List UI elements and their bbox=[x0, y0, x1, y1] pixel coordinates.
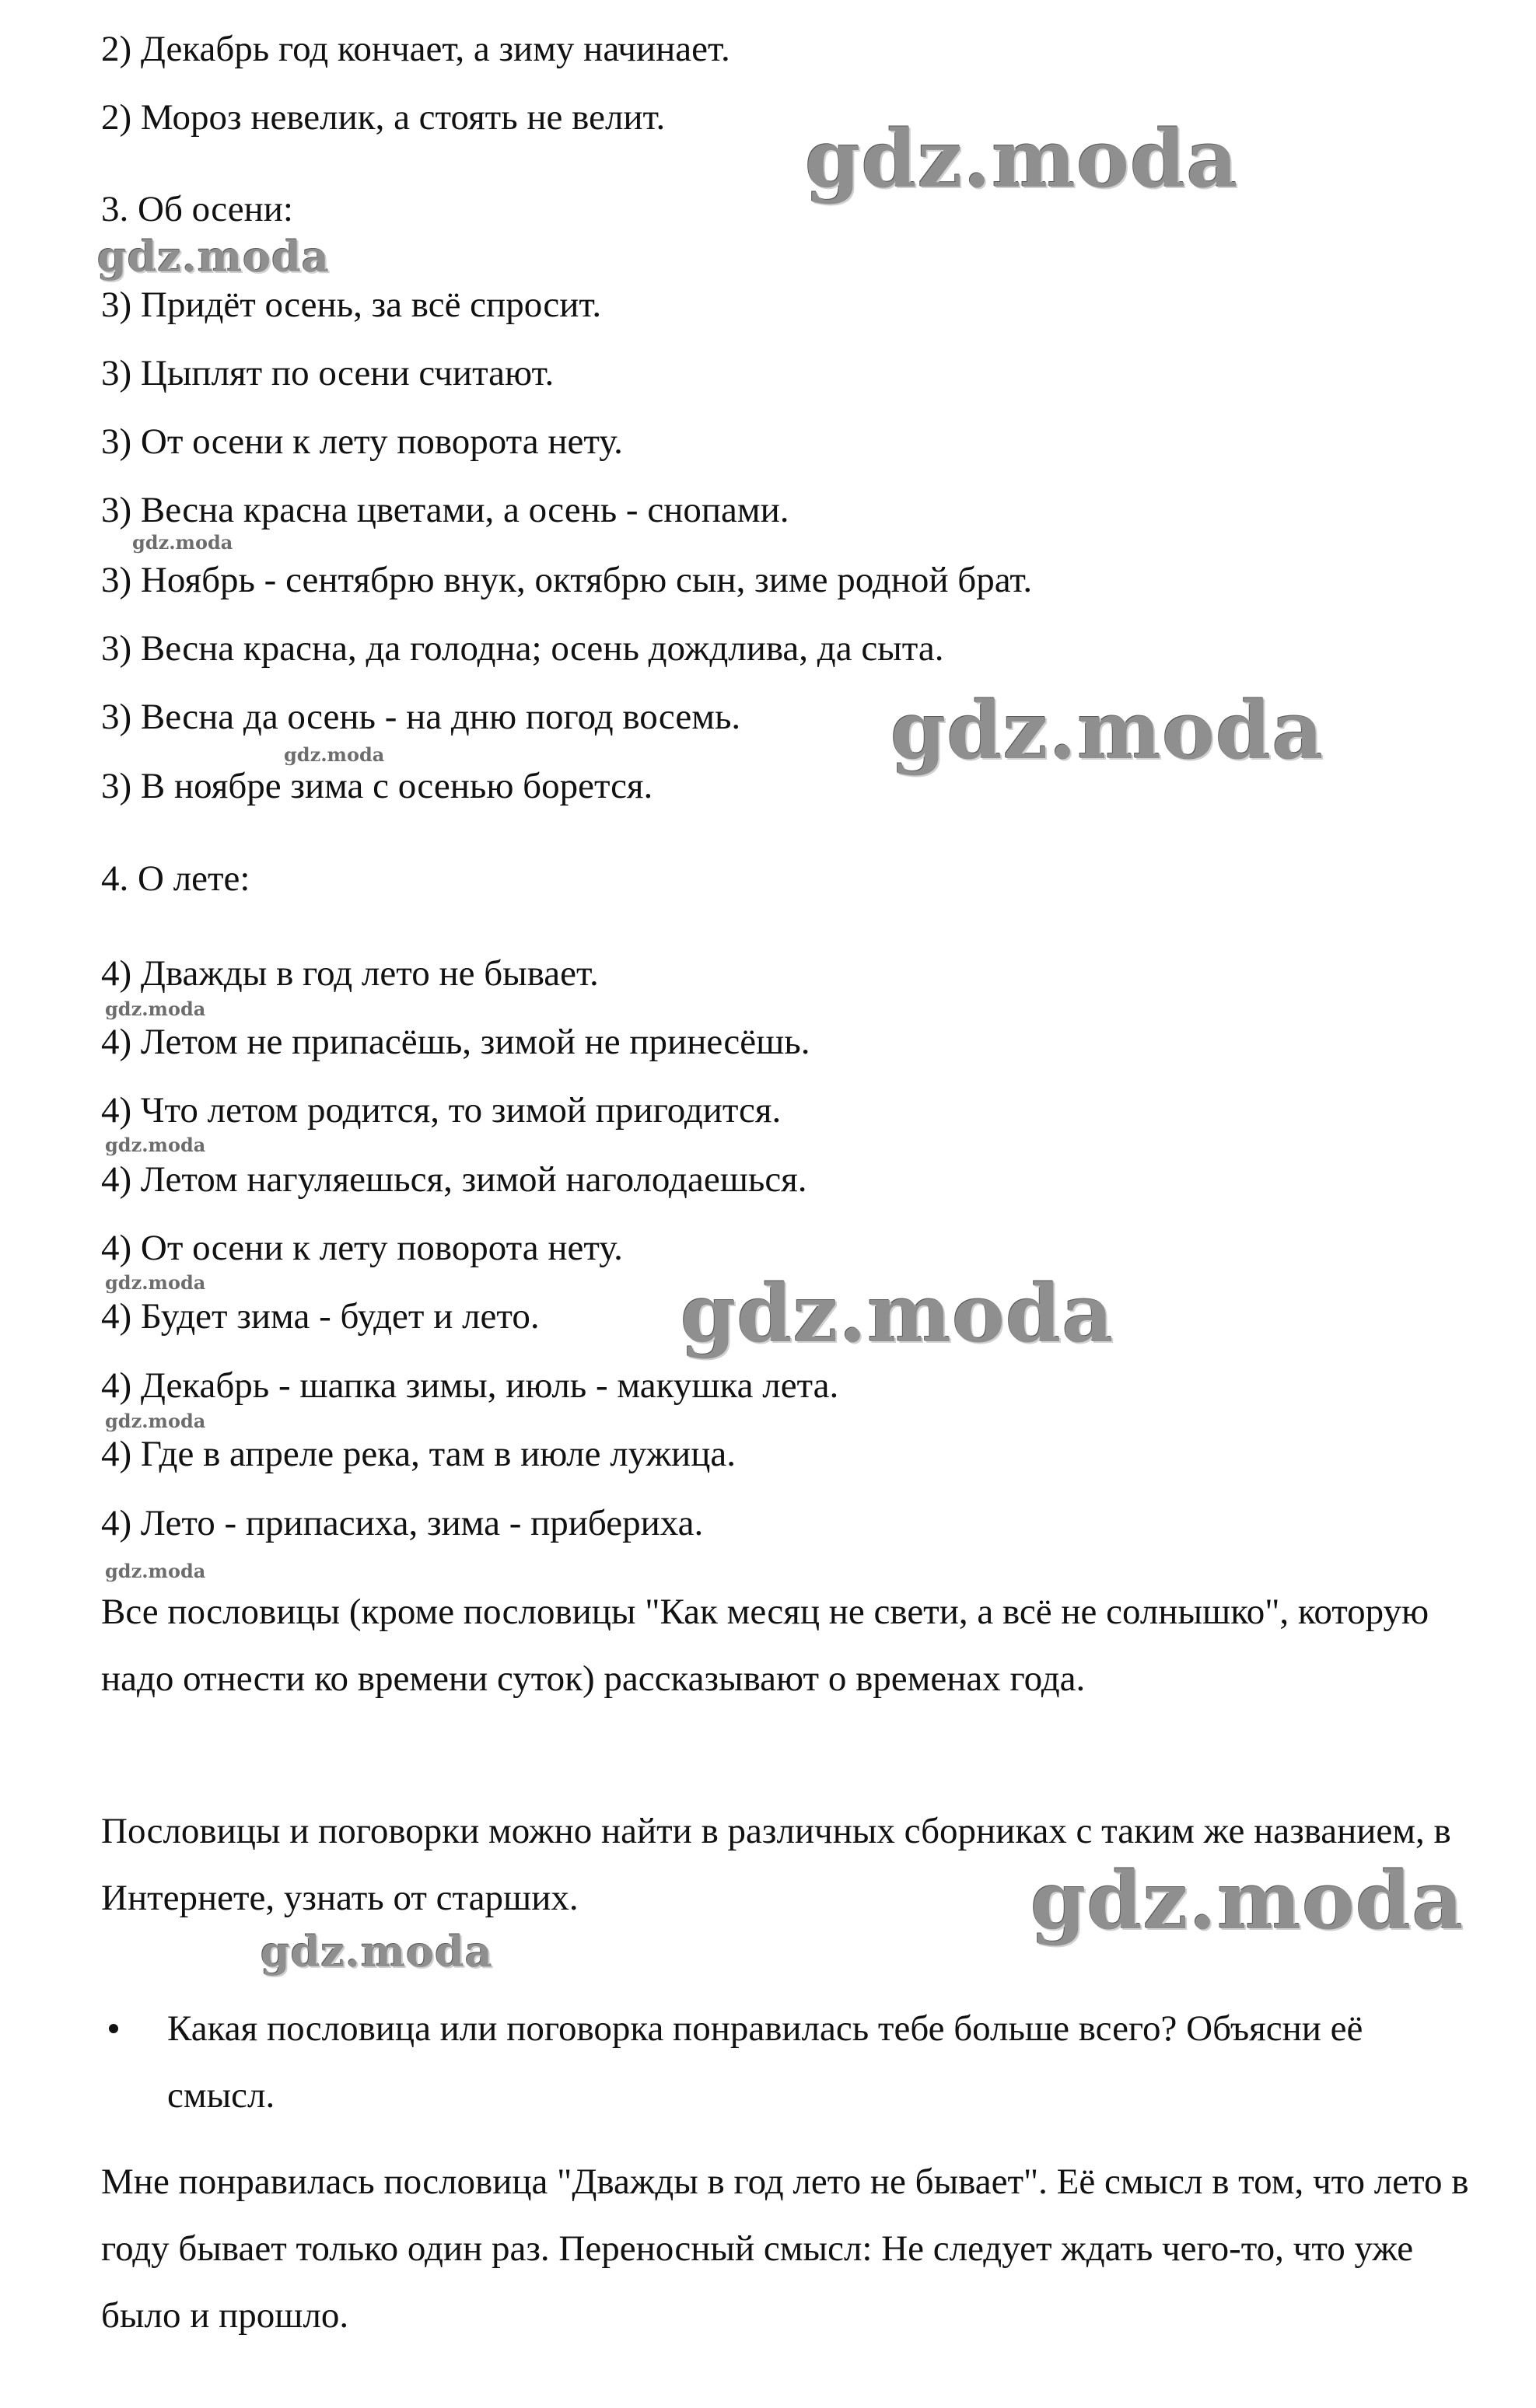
watermark: gdz.moda bbox=[1030, 1854, 1464, 1948]
proverb-line: 3) Цыплят по осени считают. bbox=[101, 353, 555, 393]
watermark: gdz.moda bbox=[97, 232, 330, 281]
watermark: gdz.moda bbox=[261, 1927, 493, 1976]
conclusion-paragraph: Все пословицы (кроме пословицы "Как месяц не свети, а всё не солнышко", которую надо отнести ко времени суток) рассказывают о временах года. bbox=[101, 1592, 1429, 1699]
proverb-line: 2) Декабрь год кончает, а зиму начинает. bbox=[101, 29, 730, 69]
watermark: gdz.moda bbox=[105, 1410, 206, 1432]
watermark: gdz.moda bbox=[105, 1560, 206, 1582]
watermark: gdz.moda bbox=[284, 743, 385, 766]
proverb-line: 4) Декабрь - шапка зимы, июль - макушка лета. bbox=[101, 1365, 839, 1406]
proverb-line: 3) В ноябре зима с осенью борется. bbox=[101, 766, 653, 806]
answer-paragraph: Мне понравилась пословица "Дважды в год лето не бывает". Её смысл в том, что лето в году бывает только один раз. Переносный смысл: Не следует ждать чего-то, что уже было и прошло. bbox=[101, 2162, 1469, 2336]
proverb-line: 3) Придёт осень, за всё спросит. bbox=[101, 285, 602, 325]
bullet-question: Какая пословица или поговорка понравилась тебе больше всего? Объясни её смысл. bbox=[167, 2008, 1363, 2116]
watermark: gdz.moda bbox=[681, 1267, 1114, 1361]
section-heading-autumn: 3. Об осени: bbox=[101, 189, 293, 229]
watermark: gdz.moda bbox=[105, 998, 206, 1020]
sources-paragraph: Пословицы и поговорки можно найти в различных сборниках с таким же названием, в Интернете, узнать от старших. bbox=[101, 1811, 1451, 1918]
proverb-line: 4) Летом не припасёшь, зимой не принесёшь. bbox=[101, 1022, 810, 1062]
proverb-line: 3) От осени к лету поворота нету. bbox=[101, 421, 623, 462]
section-heading-summer: 4. О лете: bbox=[101, 858, 250, 899]
proverb-line: 4) От осени к лету поворота нету. bbox=[101, 1228, 623, 1268]
watermark: gdz.moda bbox=[805, 113, 1239, 206]
proverb-line: 3) Весна да осень - на дню погод восемь. bbox=[101, 697, 741, 737]
watermark: gdz.moda bbox=[105, 1271, 206, 1294]
watermark: gdz.moda bbox=[105, 1134, 206, 1156]
proverb-line: 4) Что летом родится, то зимой пригодится. bbox=[101, 1090, 782, 1131]
proverb-line: 3) Весна красна, да голодна; осень дождлива, да сыта. bbox=[101, 628, 944, 669]
proverb-line: 2) Мороз невелик, а стоять не велит. bbox=[101, 97, 666, 138]
watermark: gdz.moda bbox=[890, 684, 1324, 778]
proverb-line: 3) Весна красна цветами, а осень - снопами. bbox=[101, 490, 789, 530]
proverb-line: 4) Дважды в год лето не бывает. bbox=[101, 953, 599, 994]
proverb-line: 4) Будет зима - будет и лето. bbox=[101, 1296, 540, 1337]
watermark: gdz.moda bbox=[132, 531, 233, 554]
proverb-line: 3) Ноябрь - сентябрю внук, октябрю сын, зиме родной брат. bbox=[101, 560, 1033, 600]
bullet-icon bbox=[109, 2024, 118, 2033]
proverb-line: 4) Летом нагуляешься, зимой наголодаешься. bbox=[101, 1159, 807, 1200]
proverb-line: 4) Лето - припасиха, зима - прибериха. bbox=[101, 1503, 704, 1543]
proverb-line: 4) Где в апреле река, там в июле лужица. bbox=[101, 1434, 736, 1474]
